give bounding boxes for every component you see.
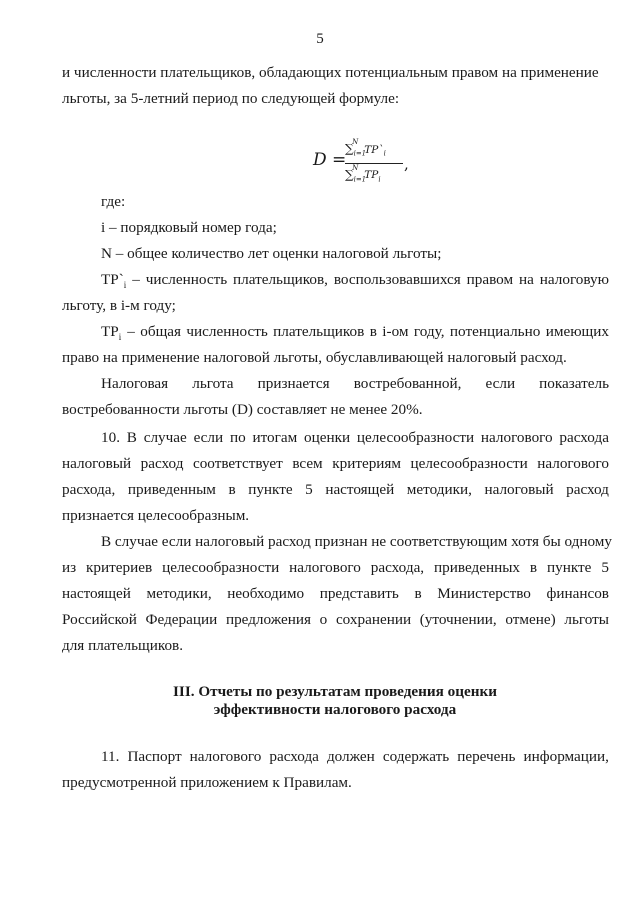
text-line: востребованности льготы (D) составляет не менее 20%. bbox=[62, 401, 423, 418]
text-line: налоговый расход соответствует всем критериям целесообразности налогового bbox=[62, 455, 609, 472]
formula-numerator: $\sum_{i=1}^NTP`_i$ bbox=[345, 138, 386, 158]
text-line: предусмотренной приложением к Правилам. bbox=[62, 774, 352, 791]
text-line: и численности плательщиков, обладающих потенциальным правом на применение bbox=[62, 64, 599, 81]
text-line: В случае если налоговый расход признан не соответствующим хотя бы одному bbox=[101, 533, 613, 550]
text-line: льготы, за 5-летний период по следующей формуле: bbox=[62, 90, 400, 107]
tp-symbol: $TP_i$ bbox=[101, 323, 122, 343]
formula bbox=[313, 140, 433, 186]
text-line bbox=[101, 271, 609, 294]
text-line: i – порядковый номер года; bbox=[101, 219, 277, 236]
text-line: настоящей методики, необходимо представить в Министерство финансов bbox=[62, 585, 609, 602]
text-line: право на применение налоговой льготы, обуславливающей налоговый расход. bbox=[62, 349, 567, 366]
text-line: для плательщиков. bbox=[62, 637, 184, 654]
formula-denominator: $\sum_{i=1}^NTP_i$ bbox=[345, 163, 381, 184]
text-line: где: bbox=[101, 193, 126, 210]
formula-fraction bbox=[345, 140, 403, 185]
text-line: Российской Федерации предложения о сохранении (уточнении, отмене) льготы bbox=[62, 611, 609, 628]
tp-prime-text: – численность плательщиков, воспользовавшихся правом на налоговую bbox=[132, 271, 609, 288]
page-number: 5 bbox=[316, 31, 324, 47]
formula-comma: , bbox=[404, 155, 409, 173]
text-line: Налоговая льгота признается востребованной, если показатель bbox=[101, 375, 609, 392]
section-heading-line-2: эффективности налогового расхода bbox=[213, 701, 457, 718]
tp-prime-symbol: $TP`_i$ bbox=[101, 271, 127, 291]
formula-lhs: D = bbox=[313, 150, 347, 170]
text-line: из критериев целесообразности налогового расхода, приведенных в пункте 5 bbox=[62, 559, 609, 576]
text-line: 10. В случае если по итогам оценки целесообразности налогового расхода bbox=[101, 429, 609, 446]
text-line: 11. Паспорт налогового расхода должен содержать перечень информации, bbox=[101, 748, 609, 765]
text-line: признается целесообразным. bbox=[62, 507, 250, 524]
text-line: расхода, приведенным в пункте 5 настоящей методики, налоговый расход bbox=[62, 481, 609, 498]
text-line: льготу, в i-м году; bbox=[62, 297, 176, 314]
section-heading-line-1: III. Отчеты по результатам проведения оценки bbox=[173, 683, 497, 700]
text-line: N – общее количество лет оценки налоговой льготы; bbox=[101, 245, 442, 262]
text-line: $TP_i$ – общая численность плательщиков в i-ом году, потенциально имеющих bbox=[101, 323, 609, 346]
